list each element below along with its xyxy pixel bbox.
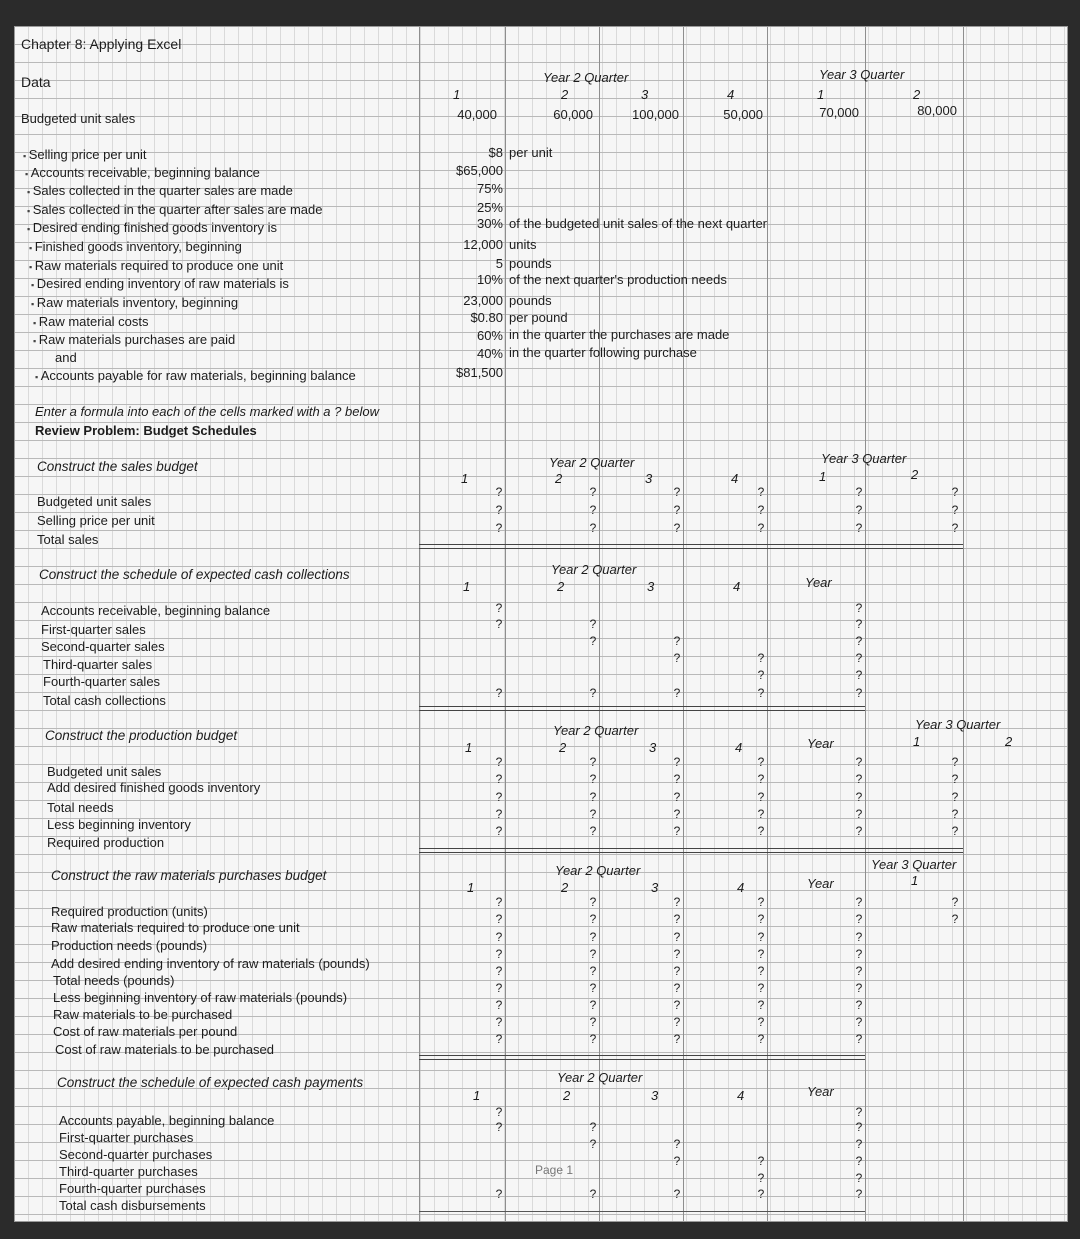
formula-cell[interactable]: ? (495, 1105, 503, 1119)
formula-cell[interactable]: ? (855, 981, 863, 995)
formula-cell[interactable]: ? (495, 503, 503, 517)
production-q1: 1 (465, 740, 473, 755)
collections-row-label: First-quarter sales (41, 622, 146, 637)
sales-y3-q2: 2 (911, 467, 919, 482)
payments-row-label: Fourth-quarter purchases (59, 1181, 206, 1196)
data-row-label: ▪ Desired ending inventory of raw materials is (31, 276, 289, 293)
purchases-row-label: Cost of raw materials to be purchased (55, 1042, 274, 1057)
sales-budget-title: Construct the sales budget (37, 459, 198, 474)
formula-cell[interactable]: ? (757, 824, 765, 838)
data-row-value[interactable]: 75% (476, 181, 503, 196)
formula-cell[interactable]: ? (673, 807, 681, 821)
formula-cell[interactable]: ? (757, 521, 765, 535)
formula-cell[interactable]: ? (495, 824, 503, 838)
data-q3: 3 (641, 87, 649, 102)
data-q4: 4 (727, 87, 735, 102)
formula-cell[interactable]: ? (589, 790, 597, 804)
formula-cell[interactable]: ? (495, 601, 503, 615)
formula-cell[interactable]: ? (951, 755, 959, 769)
formula-cell[interactable]: ? (673, 755, 681, 769)
formula-cell[interactable]: ? (495, 1187, 503, 1201)
data-budgeted-value[interactable]: 50,000 (723, 107, 763, 122)
data-row-label: ▪ Raw materials required to produce one unit (29, 258, 283, 275)
formula-cell[interactable]: ? (951, 485, 959, 499)
formula-cell[interactable]: ? (951, 895, 959, 909)
total-underline (419, 706, 865, 711)
total-underline (419, 1055, 865, 1060)
purchases-row-label: Cost of raw materials per pound (53, 1024, 238, 1039)
formula-cell[interactable]: ? (855, 521, 863, 535)
data-row-label: and (55, 350, 77, 365)
purchases-q2: 2 (561, 880, 569, 895)
formula-cell[interactable]: ? (855, 807, 863, 821)
formula-cell[interactable]: ? (855, 634, 863, 648)
formula-cell[interactable]: ? (757, 790, 765, 804)
payments-q4: 4 (737, 1088, 745, 1103)
production-q4: 4 (735, 740, 743, 755)
data-budgeted-value[interactable]: 100,000 (632, 107, 679, 122)
data-q1: 1 (453, 87, 461, 102)
data-y3-q2: 2 (913, 87, 921, 102)
data-row-value[interactable]: 12,000 (463, 237, 503, 252)
formula-cell[interactable]: ? (673, 998, 681, 1012)
formula-cell[interactable]: ? (855, 485, 863, 499)
purchases-row-label: Required production (units) (51, 904, 208, 919)
production-row-label: Total needs (47, 800, 114, 815)
payments-title: Construct the schedule of expected cash payments (57, 1075, 364, 1090)
total-underline (419, 1211, 865, 1212)
data-row-unit: pounds (509, 293, 552, 308)
formula-cell[interactable]: ? (757, 998, 765, 1012)
formula-cell[interactable]: ? (495, 947, 503, 961)
formula-cell[interactable]: ? (589, 930, 597, 944)
formula-cell[interactable]: ? (757, 964, 765, 978)
data-row-value[interactable]: $0.80 (470, 310, 503, 325)
formula-cell[interactable]: ? (673, 503, 681, 517)
formula-cell[interactable]: ? (673, 1137, 681, 1151)
formula-cell[interactable]: ? (757, 485, 765, 499)
column-divider (419, 27, 420, 1221)
formula-cell[interactable]: ? (951, 790, 959, 804)
column-divider (865, 27, 866, 1221)
sales-year3-header: Year 3 Quarter (821, 451, 907, 466)
formula-cell[interactable]: ? (757, 686, 765, 700)
collections-year-header: Year (805, 575, 832, 590)
formula-cell[interactable]: ? (495, 1032, 503, 1046)
production-year2-header: Year 2 Quarter (553, 723, 639, 738)
collections-row-label: Fourth-quarter sales (43, 674, 161, 689)
data-row-label: ▪ Accounts payable for raw materials, beginning balance (35, 368, 356, 385)
formula-cell[interactable]: ? (855, 668, 863, 682)
collections-q1: 1 (463, 579, 471, 594)
formula-cell[interactable]: ? (855, 772, 863, 786)
data-row-label: ▪ Finished goods inventory, beginning (29, 239, 242, 256)
formula-cell[interactable]: ? (951, 824, 959, 838)
sales-row-label: Budgeted unit sales (37, 494, 152, 509)
formula-cell[interactable]: ? (673, 1187, 681, 1201)
purchases-row-label: Total needs (pounds) (53, 973, 175, 988)
formula-cell[interactable]: ? (757, 772, 765, 786)
formula-cell[interactable]: ? (589, 1187, 597, 1201)
formula-cell[interactable]: ? (495, 521, 503, 535)
data-row-unit: in the quarter following purchase (509, 345, 697, 360)
production-title: Construct the production budget (45, 728, 238, 743)
formula-cell[interactable]: ? (589, 772, 597, 786)
data-budgeted-label: Budgeted unit sales (21, 111, 136, 126)
collections-q4: 4 (733, 579, 741, 594)
formula-cell[interactable]: ? (495, 790, 503, 804)
column-divider (963, 27, 964, 1221)
formula-cell[interactable]: ? (757, 755, 765, 769)
formula-cell[interactable]: ? (589, 1032, 597, 1046)
formula-cell[interactable]: ? (855, 1137, 863, 1151)
formula-cell[interactable]: ? (673, 824, 681, 838)
formula-cell[interactable]: ? (589, 755, 597, 769)
collections-row-label: Total cash collections (43, 693, 166, 708)
formula-cell[interactable]: ? (673, 521, 681, 535)
data-row-label: ▪ Selling price per unit (23, 147, 147, 164)
formula-cell[interactable]: ? (589, 521, 597, 535)
formula-cell[interactable]: ? (757, 1015, 765, 1029)
purchases-title: Construct the raw materials purchases budget (51, 868, 327, 883)
payments-year2-header: Year 2 Quarter (557, 1070, 643, 1085)
formula-cell[interactable]: ? (757, 1154, 765, 1168)
formula-cell[interactable]: ? (589, 1015, 597, 1029)
formula-cell[interactable]: ? (589, 1120, 597, 1134)
payments-q1: 1 (473, 1088, 481, 1103)
formula-cell[interactable]: ? (495, 930, 503, 944)
formula-cell[interactable]: ? (757, 895, 765, 909)
formula-cell[interactable]: ? (757, 912, 765, 926)
formula-cell[interactable]: ? (757, 1171, 765, 1185)
formula-cell[interactable]: ? (855, 895, 863, 909)
data-year3-header: Year 3 Quarter (819, 67, 905, 82)
formula-cell[interactable]: ? (589, 485, 597, 499)
payments-row-label: Second-quarter purchases (59, 1147, 213, 1162)
formula-cell[interactable]: ? (673, 981, 681, 995)
formula-cell[interactable]: ? (951, 503, 959, 517)
collections-title: Construct the schedule of expected cash collections (39, 567, 350, 582)
formula-cell[interactable]: ? (495, 981, 503, 995)
formula-cell[interactable]: ? (673, 634, 681, 648)
column-divider (599, 27, 600, 1221)
formula-cell[interactable]: ? (951, 807, 959, 821)
formula-cell[interactable]: ? (855, 964, 863, 978)
data-budgeted-value[interactable]: 40,000 (457, 107, 497, 122)
formula-cell[interactable]: ? (589, 998, 597, 1012)
formula-cell[interactable]: ? (757, 503, 765, 517)
data-row-label: ▪ Sales collected in the quarter sales are made (27, 183, 293, 200)
formula-cell[interactable]: ? (495, 807, 503, 821)
column-divider (767, 27, 768, 1221)
sales-q1: 1 (461, 471, 469, 486)
collections-q2: 2 (557, 579, 565, 594)
formula-cell[interactable]: ? (495, 617, 503, 631)
instruction-text: Enter a formula into each of the cells marked with a ? below (35, 404, 379, 419)
collections-row-label: Third-quarter sales (43, 657, 153, 672)
formula-cell[interactable]: ? (855, 790, 863, 804)
data-row-value[interactable]: 23,000 (463, 293, 503, 308)
data-row-label: ▪ Raw material costs (33, 314, 149, 331)
formula-cell[interactable]: ? (673, 895, 681, 909)
formula-cell[interactable]: ? (495, 895, 503, 909)
purchases-year-header: Year (807, 876, 834, 891)
data-y3-q1: 1 (817, 87, 825, 102)
formula-cell[interactable]: ? (757, 1032, 765, 1046)
data-budgeted-value[interactable]: 80,000 (917, 103, 957, 118)
collections-q3: 3 (647, 579, 655, 594)
production-row-label: Required production (47, 835, 165, 850)
data-row-value[interactable]: 10% (476, 272, 503, 287)
formula-cell[interactable]: ? (673, 1032, 681, 1046)
formula-cell[interactable]: ? (673, 964, 681, 978)
formula-cell[interactable]: ? (951, 912, 959, 926)
formula-cell[interactable]: ? (589, 824, 597, 838)
formula-cell[interactable]: ? (855, 824, 863, 838)
formula-cell[interactable]: ? (757, 807, 765, 821)
formula-cell[interactable]: ? (855, 601, 863, 615)
total-underline (419, 544, 963, 549)
formula-cell[interactable]: ? (589, 634, 597, 648)
payments-q2: 2 (563, 1088, 571, 1103)
data-row-value[interactable]: $81,500 (456, 365, 503, 380)
purchases-row-label: Raw materials required to produce one unit (51, 920, 300, 935)
data-budgeted-value[interactable]: 60,000 (553, 107, 593, 122)
data-row-unit: units (509, 237, 537, 252)
sheet-title: Chapter 8: Applying Excel (21, 36, 182, 52)
formula-cell[interactable]: ? (673, 947, 681, 961)
data-row-unit: per unit (509, 145, 553, 160)
formula-cell[interactable]: ? (757, 651, 765, 665)
sales-row-label: Selling price per unit (37, 513, 155, 528)
formula-cell[interactable]: ? (495, 964, 503, 978)
formula-cell[interactable]: ? (589, 964, 597, 978)
production-year3-header: Year 3 Quarter (915, 717, 1001, 732)
formula-cell[interactable]: ? (855, 998, 863, 1012)
data-label: Data (21, 74, 51, 90)
formula-cell[interactable]: ? (673, 912, 681, 926)
formula-cell[interactable]: ? (855, 1015, 863, 1029)
formula-cell[interactable]: ? (673, 1015, 681, 1029)
formula-cell[interactable]: ? (495, 686, 503, 700)
formula-cell[interactable]: ? (673, 790, 681, 804)
formula-cell[interactable]: ? (855, 755, 863, 769)
production-y3-q2: 2 (1005, 734, 1013, 749)
formula-cell[interactable]: ? (589, 503, 597, 517)
purchases-y3-q1: 1 (911, 873, 919, 888)
payments-row-label: Accounts payable, beginning balance (59, 1113, 275, 1128)
data-row-unit: pounds (509, 256, 552, 271)
formula-cell[interactable]: ? (855, 947, 863, 961)
formula-cell[interactable]: ? (855, 1171, 863, 1185)
payments-row-label: First-quarter purchases (59, 1130, 194, 1145)
formula-cell[interactable]: ? (855, 686, 863, 700)
data-row-label: ▪ Sales collected in the quarter after sales are made (27, 202, 322, 219)
formula-cell[interactable]: ? (495, 772, 503, 786)
production-row-label: Budgeted unit sales (47, 764, 162, 779)
production-row-label: Less beginning inventory (47, 817, 191, 832)
purchases-row-label: Raw materials to be purchased (53, 1007, 233, 1022)
formula-cell[interactable]: ? (495, 912, 503, 926)
purchases-year2-header: Year 2 Quarter (555, 863, 641, 878)
formula-cell[interactable]: ? (757, 1187, 765, 1201)
formula-cell[interactable]: ? (951, 772, 959, 786)
purchases-q1: 1 (467, 880, 475, 895)
collections-row-label: Accounts receivable, beginning balance (41, 603, 271, 618)
formula-cell[interactable]: ? (495, 1015, 503, 1029)
formula-cell[interactable]: ? (757, 668, 765, 682)
data-row-value[interactable]: 25% (476, 200, 503, 215)
production-q3: 3 (649, 740, 657, 755)
formula-cell[interactable]: ? (757, 947, 765, 961)
data-q2: 2 (561, 87, 569, 102)
purchases-q4: 4 (737, 880, 745, 895)
payments-q3: 3 (651, 1088, 659, 1103)
data-budgeted-value[interactable]: 70,000 (819, 105, 859, 120)
sales-q3: 3 (645, 471, 653, 486)
formula-cell[interactable]: ? (495, 998, 503, 1012)
formula-cell[interactable]: ? (855, 503, 863, 517)
formula-cell[interactable]: ? (757, 930, 765, 944)
data-row-value[interactable]: 5 (495, 256, 503, 271)
payments-row-label: Total cash disbursements (59, 1198, 206, 1213)
formula-cell[interactable]: ? (673, 1154, 681, 1168)
formula-cell[interactable]: ? (589, 1137, 597, 1151)
formula-cell[interactable]: ? (673, 686, 681, 700)
data-row-value[interactable]: $65,000 (456, 163, 503, 178)
purchases-q3: 3 (651, 880, 659, 895)
spreadsheet[interactable] (14, 26, 1068, 1222)
collections-year2-header: Year 2 Quarter (551, 562, 637, 577)
data-row-value[interactable]: 30% (476, 216, 503, 231)
data-row-value[interactable]: 60% (476, 328, 503, 343)
formula-cell[interactable]: ? (855, 651, 863, 665)
formula-cell[interactable]: ? (855, 1032, 863, 1046)
formula-cell[interactable]: ? (589, 981, 597, 995)
data-row-unit: of the budgeted unit sales of the next quarter (509, 216, 768, 231)
data-row-unit: in the quarter the purchases are made (509, 327, 730, 342)
data-row-value[interactable]: $8 (488, 145, 503, 160)
sales-q4: 4 (731, 471, 739, 486)
payments-row-label: Third-quarter purchases (59, 1164, 198, 1179)
purchases-row-label: Add desired ending inventory of raw materials (pounds) (51, 956, 370, 971)
formula-cell[interactable]: ? (855, 930, 863, 944)
data-row-value[interactable]: 40% (476, 346, 503, 361)
sales-year2-header: Year 2 Quarter (549, 455, 635, 470)
formula-cell[interactable]: ? (495, 755, 503, 769)
formula-cell[interactable]: ? (673, 651, 681, 665)
data-row-label: ▪ Raw materials inventory, beginning (31, 295, 238, 312)
page-label: Page 1 (535, 1163, 574, 1177)
production-q2: 2 (559, 740, 567, 755)
formula-cell[interactable]: ? (855, 1105, 863, 1119)
collections-row-label: Second-quarter sales (41, 639, 165, 654)
data-row-label: ▪ Raw materials purchases are paid (33, 332, 235, 349)
formula-cell[interactable]: ? (855, 1154, 863, 1168)
formula-cell[interactable]: ? (855, 1120, 863, 1134)
review-title: Review Problem: Budget Schedules (35, 423, 257, 438)
production-y3-q1: 1 (913, 734, 921, 749)
formula-cell[interactable]: ? (495, 1120, 503, 1134)
formula-cell[interactable]: ? (855, 617, 863, 631)
formula-cell[interactable]: ? (589, 912, 597, 926)
formula-cell[interactable]: ? (673, 485, 681, 499)
formula-cell[interactable]: ? (589, 947, 597, 961)
purchases-row-label: Less beginning inventory of raw materials (pounds) (53, 990, 348, 1005)
formula-cell[interactable]: ? (589, 807, 597, 821)
formula-cell[interactable]: ? (589, 895, 597, 909)
payments-year-header: Year (807, 1084, 834, 1099)
formula-cell[interactable]: ? (673, 930, 681, 944)
sales-q2: 2 (555, 471, 563, 486)
purchases-row-label: Production needs (pounds) (51, 938, 208, 953)
total-underline (419, 848, 963, 853)
formula-cell[interactable]: ? (495, 485, 503, 499)
purchases-year3-header: Year 3 Quarter (871, 857, 957, 872)
formula-cell[interactable]: ? (855, 1187, 863, 1201)
production-row-label: Add desired finished goods inventory (47, 780, 261, 795)
data-row-unit: of the next quarter's production needs (509, 272, 727, 287)
formula-cell[interactable]: ? (673, 772, 681, 786)
formula-cell[interactable]: ? (951, 521, 959, 535)
data-row-label: ▪ Accounts receivable, beginning balance (25, 165, 260, 182)
sales-row-label: Total sales (37, 532, 99, 547)
column-divider (505, 27, 506, 1221)
data-year2-header: Year 2 Quarter (543, 70, 629, 85)
formula-cell[interactable]: ? (589, 686, 597, 700)
formula-cell[interactable]: ? (589, 617, 597, 631)
production-year-header: Year (807, 736, 834, 751)
formula-cell[interactable]: ? (855, 912, 863, 926)
data-row-unit: per pound (509, 310, 568, 325)
sales-y3-q1: 1 (819, 469, 827, 484)
column-divider (683, 27, 684, 1221)
formula-cell[interactable]: ? (757, 981, 765, 995)
data-row-label: ▪ Desired ending finished goods inventory is (27, 220, 277, 237)
